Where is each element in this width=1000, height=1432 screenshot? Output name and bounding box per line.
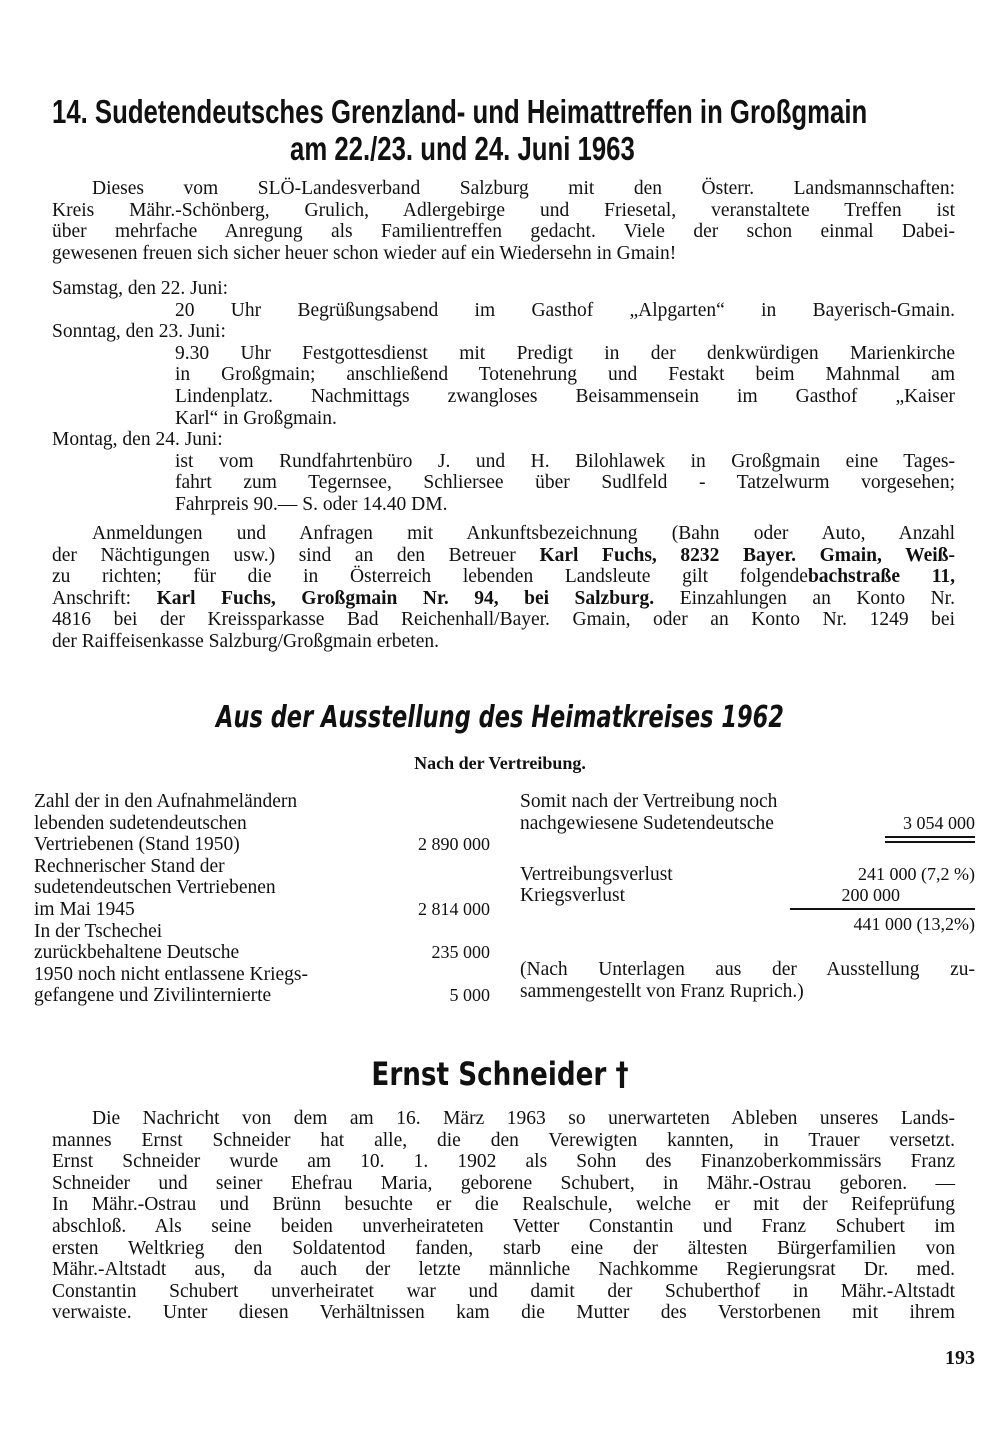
title-line-2: am 22./23. und 24. Juni 1963 <box>290 130 635 167</box>
stat-value: 5 000 <box>449 985 490 1006</box>
article1-intro <box>52 178 955 264</box>
registration-line <box>52 545 955 567</box>
title-line-1: 14. Sudetendeutsches Grenzland- und Heimattreffen in Großgmain <box>52 93 868 130</box>
intro-line: Dieses vom SLÖ-Landesverband Salzburg mit den Österr. Landsmannschaften: <box>92 178 955 199</box>
double-rule <box>885 836 975 838</box>
article3-line: mannes Ernst Schneider hat alle, die den Verewigten kannten, in Trauer versetzt. <box>52 1129 955 1151</box>
article3-line: Ernst Schneider wurde am 10. 1. 1902 als Sohn des Finanzoberkommissärs Franz <box>52 1151 955 1173</box>
article1-registration <box>52 523 955 653</box>
article3-line: In Mähr.-Ostrau und Brünn besuchte er die Realschule, welche er mit der Reifeprüfung <box>52 1194 955 1216</box>
total-label: nachgewiesene Sudetendeutsche <box>520 812 774 834</box>
stat-label: gefangene und Zivilinternierte <box>34 985 272 1007</box>
article2-title: Aus der Ausstellung des Heimatkreises 1962 <box>216 700 784 735</box>
intro-line: über mehrfache Anregung als Familientreffen gedacht. Viele der schon einmal Dabei- <box>52 221 955 243</box>
intro-line: Kreis Mähr.-Schönberg, Grulich, Adlergebirge und Friesetal, veranstaltete Treffen ist <box>52 199 955 221</box>
article3-line: Mähr.-Altstadt aus, da auch der letzte männliche Nachkomme Regierungsrat Dr. med. <box>52 1259 955 1281</box>
article3-line: Die Nachricht von dem am 16. März 1963 so unerwarteten Ableben unseres Lands- <box>92 1108 955 1129</box>
loss-label: Vertreibungsverlust <box>520 864 673 885</box>
article1-schedule <box>52 278 955 516</box>
source-note: sammengestellt von Franz Ruprich.) <box>520 980 804 1002</box>
stat-label: sudetendeutschen Vertriebenen <box>34 877 276 899</box>
article3-body <box>52 1108 955 1324</box>
article3-line: Constantin Schubert unverheiratet war und damit der Schuberthof in Mähr.-Altstadt <box>52 1280 955 1302</box>
article1-title-2 <box>290 130 890 168</box>
stat-label: zurückbehaltene Deutsche <box>34 942 240 964</box>
text: Einzahlungen an Konto Nr. <box>654 587 955 609</box>
registration-line <box>52 609 955 631</box>
stat-label: im Mai 1945 <box>34 899 135 920</box>
stat-label: Vertriebenen (Stand 1950) <box>34 834 240 856</box>
schedule-line: in Großgmain; anschließend Totenehrung und Festakt beim Mahnmal am <box>175 364 955 386</box>
double-rule <box>885 841 975 843</box>
article3-line: Schneider und seiner Ehefrau Maria, geborene Schubert, in Mähr.-Ostrau geboren. — <box>52 1172 955 1194</box>
schedule-line: fahrt zum Tegernsee, Schliersee über Sudlfeld - Tatzelwurm vorgesehen; <box>175 472 955 494</box>
schedule-line: ist vom Rundfahrtenbüro J. und H. Bilohlawek in Großgmain eine Tages- <box>175 450 955 472</box>
registration-line <box>52 631 955 653</box>
schedule-line: 20 Uhr Begrüßungsabend im Gasthof „Alpgarten“ in Bayerisch-Gmain. <box>175 299 955 321</box>
article3-line: abschloß. Als seine beiden unverheirateten Vetter Constantin und Franz Schubert im <box>52 1215 955 1237</box>
article2-subtitle: Nach der Vertreibung. <box>414 753 586 773</box>
bold-address: Karl Fuchs, 8232 Bayer. Gmain, Weiß- <box>539 544 955 566</box>
source-note: (Nach Unterlagen aus der Ausstellung zu- <box>520 959 975 980</box>
article3-line: ersten Weltkrieg den Soldatentod fanden, starb eine der ältesten Bürgerfamilien von <box>52 1237 955 1259</box>
article2-title-wrap <box>0 700 1000 735</box>
loss-value: 200 000 <box>841 885 900 905</box>
text: Anmeldungen und Anfragen mit Ankunftsbezeichnung (Bahn oder Auto, Anzahl <box>92 523 955 544</box>
article1-title <box>52 93 1000 131</box>
loss-value: 241 000 (7,2 %) <box>858 864 975 884</box>
schedule-line: 9.30 Uhr Festgottesdienst mit Predigt in der denkwürdigen Marienkirche <box>175 342 955 364</box>
stats-right-column <box>520 791 975 1021</box>
schedule-line: Lindenplatz. Nachmittags zwangloses Beisammensein im Gasthof „Kaiser <box>175 385 955 407</box>
total-value: 3 054 000 <box>903 812 975 833</box>
registration-line <box>52 566 955 588</box>
text: der Nächtigungen usw.) sind an den Betreuer <box>52 544 540 566</box>
stat-value: 2 890 000 <box>418 834 490 855</box>
total-label: Somit nach der Vertreibung noch <box>520 791 778 812</box>
schedule-day: Sonntag, den 23. Juni: <box>52 321 226 343</box>
article3-line: verwaiste. Unter diesen Verhältnissen kam die Mutter des Verstorbenen mit ihrem <box>52 1302 955 1324</box>
stat-label: Rechnerischer Stand der <box>34 855 225 877</box>
stat-value: 235 000 <box>431 942 490 963</box>
page-number: 193 <box>945 1347 975 1369</box>
text: 4816 bei der Kreissparkasse Bad Reichenhall/Bayer. Gmain, oder an Konto Nr. 1249 bei <box>52 609 955 631</box>
intro-line: gewesenen freuen sich sicher heuer schon wieder auf ein Wiedersehn in Gmain! <box>52 242 677 264</box>
article3-title: Ernst Schneider † <box>371 1055 629 1093</box>
sum-rule <box>790 908 975 910</box>
stat-label: In der Tschechei <box>34 920 163 942</box>
bold-address: Karl Fuchs, Großgmain Nr. 94, bei Salzburg. <box>156 587 655 609</box>
registration-line <box>52 588 955 610</box>
text: zu richten; für die in Österreich lebenden Landsleute gilt folgende <box>52 566 808 588</box>
loss-sum: 441 000 (13,2%) <box>853 914 975 934</box>
registration-line <box>52 523 955 545</box>
text: Anschrift: <box>52 587 157 609</box>
stat-label: lebenden sudetendeutschen <box>34 812 247 834</box>
schedule-line: Karl“ in Großgmain. <box>175 407 337 429</box>
schedule-day: Samstag, den 22. Juni: <box>52 278 229 299</box>
bold-address: bachstraße 11, <box>807 566 955 588</box>
schedule-line: Fahrpreis 90.— S. oder 14.40 DM. <box>175 493 448 515</box>
loss-label: Kriegsverlust <box>520 885 626 906</box>
stat-label: Zahl der in den Aufnahmeländern <box>34 791 298 812</box>
schedule-day: Montag, den 24. Juni: <box>52 429 223 451</box>
text: der Raiffeisenkasse Salzburg/Großgmain erbeten. <box>52 630 439 652</box>
stat-label: 1950 noch nicht entlassene Kriegs- <box>34 963 309 985</box>
article3-title-wrap <box>0 1055 1000 1093</box>
stat-value: 2 814 000 <box>418 899 490 919</box>
